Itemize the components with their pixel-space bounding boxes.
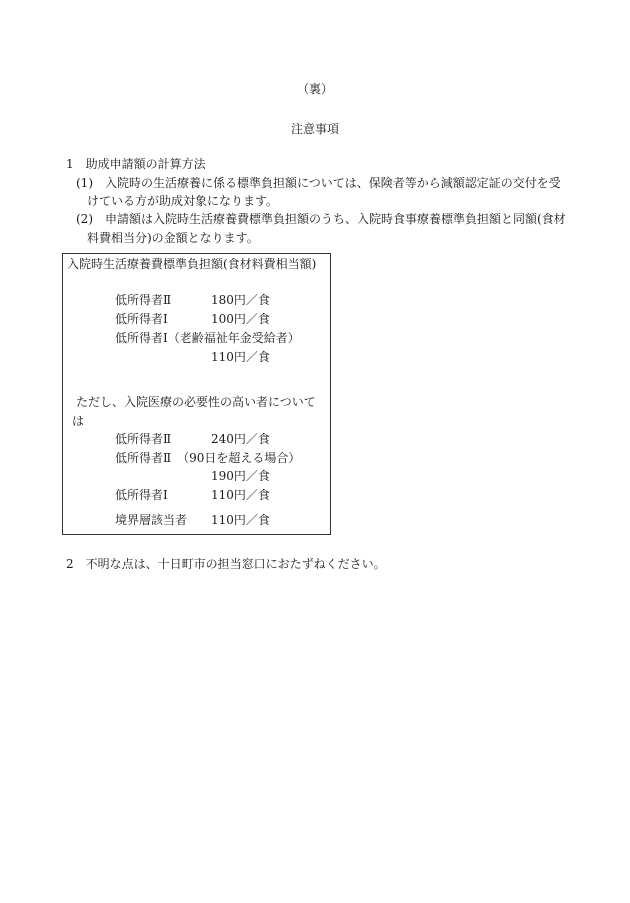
- special-row-amount: 190円／食: [211, 469, 270, 483]
- section1-heading: 1 助成申請額の計算方法: [66, 157, 206, 171]
- special-row-category: 低所得者Ⅰ: [115, 488, 168, 502]
- special-row-amount: 240円／食: [211, 432, 270, 446]
- item2-line2: 料費相当分)の金額となります。: [87, 231, 259, 245]
- table-row-category: 低所得者Ⅰ（老齢福祉年金受給者）: [115, 331, 300, 345]
- side-label: （裏）: [296, 82, 333, 96]
- item1-line1: (1) 入院時の生活療養に係る標準負担額については、保険者等から減額認定証の交付を受: [76, 176, 561, 190]
- table-note-line1: ただし、入院医療の必要性の高い者について: [76, 395, 316, 409]
- cost-table: [62, 253, 331, 535]
- table-row-amount: 180円／食: [211, 293, 270, 307]
- special-row-category: 低所得者Ⅱ: [115, 432, 172, 446]
- table-row-category: 低所得者Ⅱ: [115, 293, 172, 307]
- special-row-category: 境界層該当者: [115, 513, 188, 527]
- item2-line1: (2) 申請額は入院時生活療養費標準負担額のうち、入院時食事療養標準負担額と同額(食材: [76, 212, 566, 226]
- special-row-amount: 110円／食: [211, 488, 270, 502]
- page-title: 注意事項: [290, 122, 339, 136]
- special-row-amount: 110円／食: [211, 513, 270, 527]
- table-note-line2: は: [72, 414, 85, 428]
- special-row-category: 低所得者Ⅱ （90日を超える場合）: [115, 451, 301, 465]
- table-row-amount: 110円／食: [211, 350, 270, 364]
- table-row-category: 低所得者Ⅰ: [115, 312, 168, 326]
- table-row-amount: 100円／食: [211, 312, 270, 326]
- item1-line2: けている方が助成対象になります。: [87, 194, 279, 208]
- section2-text: 2 不明な点は、十日町市の担当窓口におたずねください。: [66, 557, 386, 571]
- table-header: 入院時生活療養費標準負担額(食材料費相当額): [67, 257, 317, 271]
